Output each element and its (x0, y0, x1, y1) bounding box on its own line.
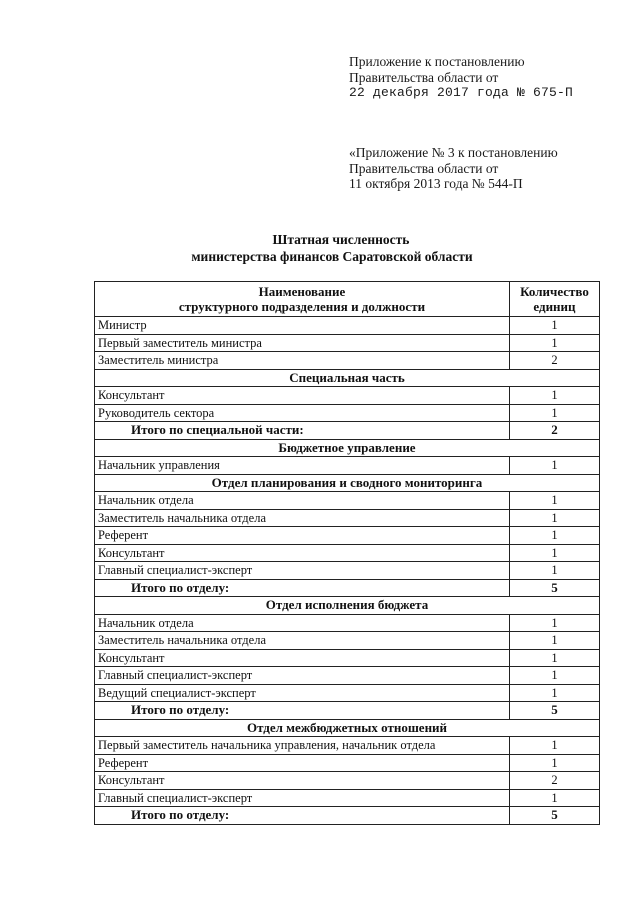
table-row (95, 772, 600, 790)
document-title (0, 231, 640, 265)
position-count: 1 (509, 457, 599, 475)
table-row (95, 632, 600, 650)
table-row (95, 667, 600, 685)
table-row (95, 649, 600, 667)
position-count: 1 (509, 684, 599, 702)
table-row (95, 737, 600, 755)
total-count: 5 (509, 702, 599, 720)
staff-table (94, 281, 600, 825)
table-row (95, 789, 600, 807)
position-name: Консультант (95, 387, 510, 405)
table-row (95, 614, 600, 632)
position-count: 1 (509, 404, 599, 422)
appendix-header-date: 22 декабря 2017 года № 675-П (349, 85, 574, 100)
table-row (95, 352, 600, 370)
staff-table-body (95, 317, 600, 825)
section-title: Отдел межбюджетных отношений (95, 719, 600, 737)
total-label: Итого по отделу: (95, 579, 510, 597)
table-row (95, 544, 600, 562)
table-row (95, 334, 600, 352)
position-count: 1 (509, 527, 599, 545)
section-title: Отдел планирования и сводного мониторинга (95, 474, 600, 492)
position-name: Консультант (95, 649, 510, 667)
total-label: Итого по отделу: (95, 807, 510, 825)
position-name: Министр (95, 317, 510, 335)
appendix-header-line: Правительства области от (349, 69, 499, 85)
table-row (95, 404, 600, 422)
total-row (95, 422, 600, 440)
appendix-header-line: Приложение к постановлению (349, 54, 525, 69)
table-row (95, 527, 600, 545)
section-title: Специальная часть (95, 369, 600, 387)
total-row (95, 807, 600, 825)
position-count: 2 (509, 772, 599, 790)
table-row (95, 684, 600, 702)
total-count: 2 (509, 422, 599, 440)
position-count: 1 (509, 754, 599, 772)
position-name: Референт (95, 527, 510, 545)
position-name: Консультант (95, 772, 510, 790)
position-count: 1 (509, 509, 599, 527)
table-row (95, 492, 600, 510)
column-header-count-line: Количество (520, 284, 589, 299)
position-count: 1 (509, 667, 599, 685)
position-count: 1 (509, 334, 599, 352)
position-name: Ведущий специалист-эксперт (95, 684, 510, 702)
table-row (95, 754, 600, 772)
total-count: 5 (509, 807, 599, 825)
position-name: Руководитель сектора (95, 404, 510, 422)
section-title: Бюджетное управление (95, 439, 600, 457)
column-header-name (95, 282, 510, 317)
position-name: Заместитель министра (95, 352, 510, 370)
position-count: 1 (509, 789, 599, 807)
table-row (95, 317, 600, 335)
appendix-reference-line: «Приложение № 3 к постановлению (349, 145, 558, 160)
position-name: Главный специалист-эксперт (95, 562, 510, 580)
position-name: Начальник отдела (95, 614, 510, 632)
position-name: Первый заместитель начальника управления, начальник отдела (95, 737, 510, 755)
table-header-row (95, 282, 600, 317)
position-name: Главный специалист-эксперт (95, 789, 510, 807)
position-name: Консультант (95, 544, 510, 562)
section-title: Отдел исполнения бюджета (95, 597, 600, 615)
total-row (95, 579, 600, 597)
position-count: 1 (509, 387, 599, 405)
section-row (95, 474, 600, 492)
appendix-reference-date: 11 октября 2013 года № 544-П (349, 176, 523, 191)
column-header-name-line: Наименование (258, 284, 346, 299)
section-row (95, 597, 600, 615)
column-header-count-line: единиц (533, 299, 576, 314)
position-count: 1 (509, 492, 599, 510)
table-row (95, 457, 600, 475)
table-row (95, 387, 600, 405)
table-row (95, 562, 600, 580)
title-line: министерства финансов Саратовской области (191, 249, 473, 264)
total-label: Итого по специальной части: (95, 422, 510, 440)
total-count: 5 (509, 579, 599, 597)
column-header-count (509, 282, 599, 317)
position-count: 1 (509, 649, 599, 667)
position-count: 1 (509, 317, 599, 335)
title-line: Штатная численность (272, 232, 410, 247)
position-count: 1 (509, 614, 599, 632)
total-label: Итого по отделу: (95, 702, 510, 720)
position-name: Заместитель начальника отдела (95, 509, 510, 527)
position-name: Заместитель начальника отдела (95, 632, 510, 650)
appendix-reference-line: Правительства области от (349, 160, 499, 176)
position-name: Главный специалист-эксперт (95, 667, 510, 685)
position-count: 2 (509, 352, 599, 370)
total-row (95, 702, 600, 720)
column-header-name-line: структурного подразделения и должности (178, 299, 426, 314)
position-name: Начальник отдела (95, 492, 510, 510)
position-count: 1 (509, 737, 599, 755)
table-row (95, 509, 600, 527)
section-row (95, 369, 600, 387)
position-name: Первый заместитель министра (95, 334, 510, 352)
section-row (95, 439, 600, 457)
position-count: 1 (509, 544, 599, 562)
position-name: Начальник управления (95, 457, 510, 475)
appendix-reference (349, 145, 558, 192)
appendix-header (349, 54, 573, 101)
position-name: Референт (95, 754, 510, 772)
position-count: 1 (509, 632, 599, 650)
position-count: 1 (509, 562, 599, 580)
section-row (95, 719, 600, 737)
